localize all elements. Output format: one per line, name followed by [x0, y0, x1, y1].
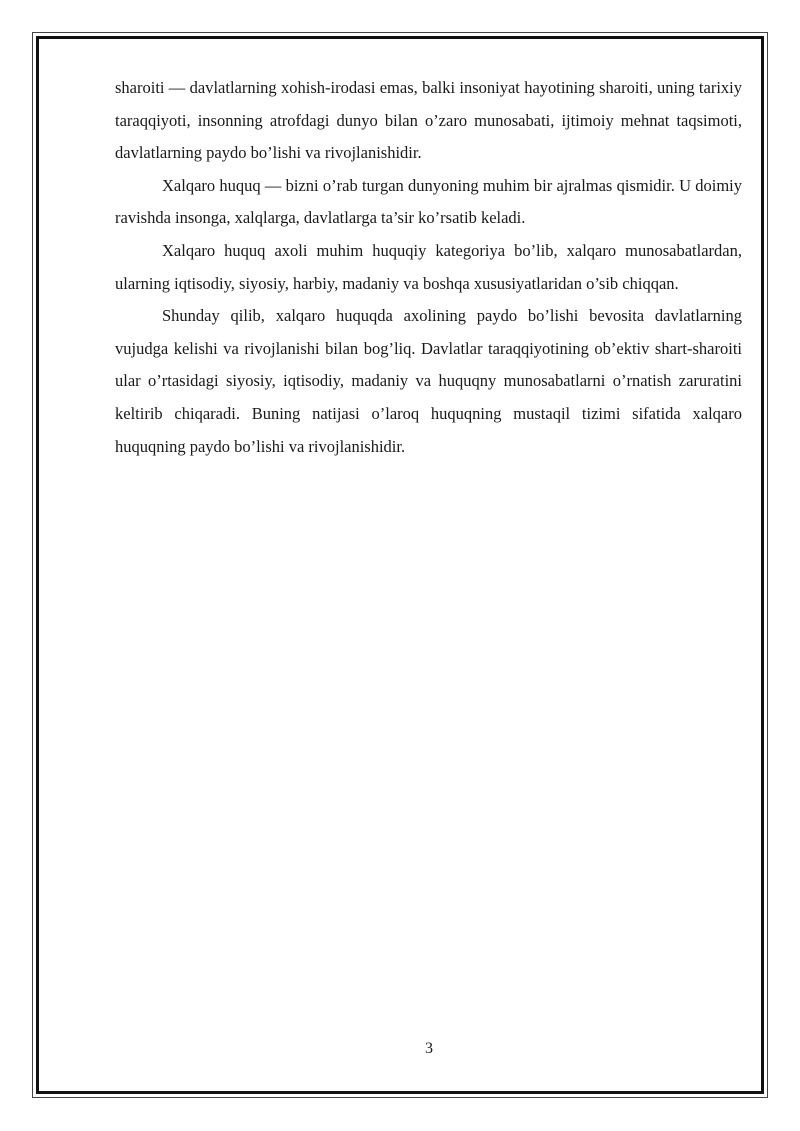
document-body: [115, 72, 742, 463]
paragraph-1: sharoiti — davlatlarning xohish-irodasi emas, balki insoniyat hayotining sharoiti, uning tarixiy taraqqiyoti, insonning atrofdagi dunyo bilan o’zaro munosabati, ijtimoiy mehnat taqsimoti, davlatlarning paydo bo’lishi va rivojlanishidir.: [115, 78, 742, 163]
page-number: 3: [425, 1040, 433, 1057]
paragraph-3: Xalqaro huquq axoli muhim huquqiy kategoriya bo’lib, xalqaro munosabatlardan, ularning iqtisodiy, siyosiy, harbiy, madaniy va boshqa xususiyatlaridan o’sib chiqqan.: [115, 240, 742, 293]
paragraph-2: Xalqaro huquq — bizni o’rab turgan dunyoning muhim bir ajralmas qismidir. U doimiy ravishda insonga, xalqlarga, davlatlarga ta’sir ko’rsatib keladi.: [115, 175, 742, 228]
paragraph-4: Shunday qilib, xalqaro huquqda axolining paydo bo’lishi bevosita davlatlarning vujudga kelishi va rivojlanishi bilan bog’liq. Davlatlar taraqqiyotining ob’ektiv shart-sharoiti ular o’rtasidagi siyosiy, iqtisodiy, madaniy va huquqny munosabatlarni o’rnatish zaruratini keltirib chiqaradi. Buning natijasi o’laroq huquqning mustaqil tizimi sifatida xalqaro huquqning paydo bo’lishi va rivojlanishidir.: [115, 306, 742, 456]
